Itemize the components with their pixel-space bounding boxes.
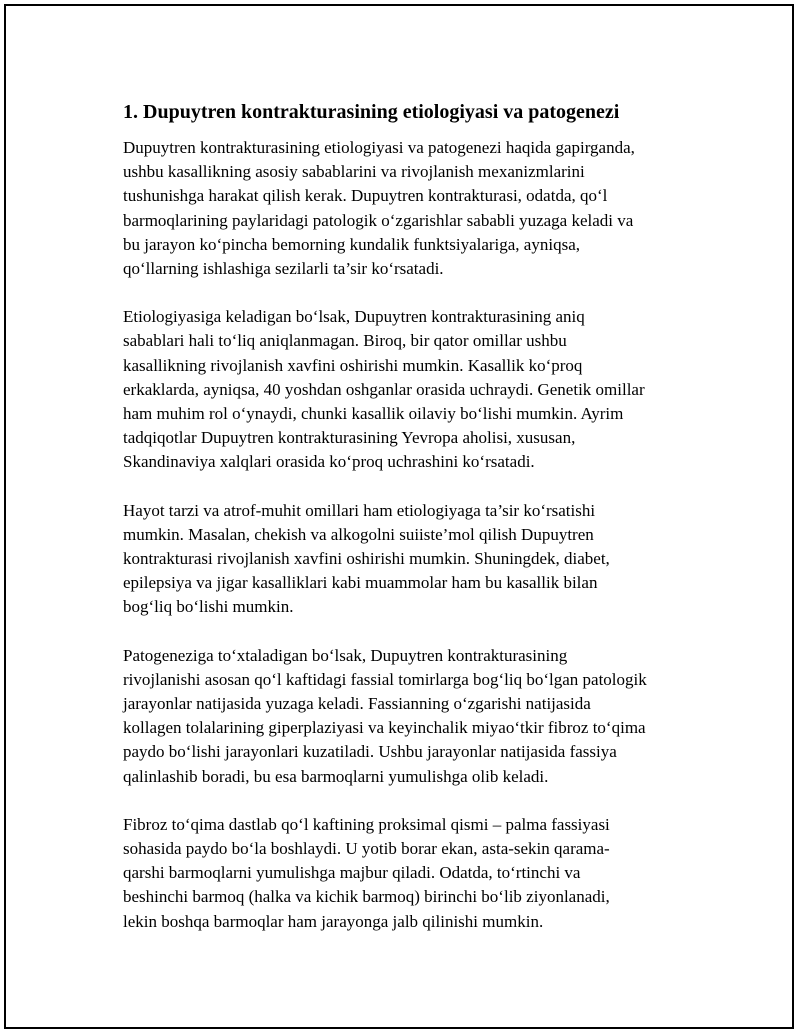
paragraph-line: sabablari hali to‘liq aniqlanmagan. Biroq, bir qator omillar ushbu bbox=[123, 331, 567, 351]
paragraph bbox=[123, 499, 703, 620]
paragraph bbox=[123, 305, 703, 474]
document-body bbox=[123, 98, 703, 958]
paragraph-line: Skandinaviya xalqlari orasida ko‘proq uchrashini ko‘rsatadi. bbox=[123, 452, 535, 472]
paragraph-line: Etiologiyasiga keladigan bo‘lsak, Dupuytren kontrakturasining aniq bbox=[123, 307, 585, 327]
paragraph-line: tadqiqotlar Dupuytren kontrakturasining Yevropa aholisi, xususan, bbox=[123, 428, 576, 448]
page-frame bbox=[4, 4, 794, 1029]
paragraph-line: bog‘liq bo‘lishi mumkin. bbox=[123, 597, 294, 617]
section-heading: 1. Dupuytren kontrakturasining etiologiyasi va patogenezi bbox=[123, 101, 620, 123]
paragraph-line: qo‘llarning ishlashiga sezilarli ta’sir ko‘rsatadi. bbox=[123, 259, 444, 279]
paragraph-line: ushbu kasallikning asosiy sabablarini va rivojlanish mexanizmlarini bbox=[123, 162, 585, 182]
paragraph-line: paydo bo‘lishi jarayonlari kuzatiladi. Ushbu jarayonlar natijasida fassiya bbox=[123, 742, 617, 762]
paragraph-line: kasallikning rivojlanish xavfini oshirishi mumkin. Kasallik ko‘proq bbox=[123, 355, 583, 375]
paragraph-line: bu jarayon ko‘pincha bemorning kundalik funktsiyalariga, ayniqsa, bbox=[123, 234, 580, 254]
paragraph-line: erkaklarda, ayniqsa, 40 yoshdan oshganlar orasida uchraydi. Genetik omillar bbox=[123, 379, 645, 399]
paragraph-line: kollagen tolalarining giperplaziyasi va keyinchalik miyao‘tkir fibroz to‘qima bbox=[123, 718, 646, 738]
paragraph-line: kontrakturasi rivojlanish xavfini oshirishi mumkin. Shuningdek, diabet, bbox=[123, 549, 610, 569]
paragraph-line: mumkin. Masalan, chekish va alkogolni suiiste’mol qilish Dupuytren bbox=[123, 524, 594, 544]
paragraph-line: Patogeneziga to‘xtaladigan bo‘lsak, Dupuytren kontrakturasining bbox=[123, 645, 568, 665]
paragraph bbox=[123, 644, 703, 789]
paragraph-list bbox=[123, 136, 703, 934]
paragraph-line: Fibroz to‘qima dastlab qo‘l kaftining proksimal qismi – palma fassiyasi bbox=[123, 814, 610, 834]
paragraph-line: rivojlanishi asosan qo‘l kaftidagi fassial tomirlarga bog‘liq bo‘lgan patologik bbox=[123, 669, 647, 689]
paragraph-line: tushunishga harakat qilish kerak. Dupuytren kontrakturasi, odatda, qo‘l bbox=[123, 186, 608, 206]
paragraph-line: Hayot tarzi va atrof-muhit omillari ham etiologiyaga ta’sir ko‘rsatishi bbox=[123, 500, 596, 520]
paragraph-line: qalinlashib boradi, bu esa barmoqlarni yumulishga olib keladi. bbox=[123, 766, 549, 786]
paragraph bbox=[123, 136, 703, 281]
paragraph-line: epilepsiya va jigar kasalliklari kabi muammolar ham bu kasallik bilan bbox=[123, 573, 598, 593]
paragraph-line: ham muhim rol o‘ynaydi, chunki kasallik oilaviy bo‘lishi mumkin. Ayrim bbox=[123, 404, 624, 424]
paragraph-line: qarshi barmoqlarni yumulishga majbur qiladi. Odatda, to‘rtinchi va bbox=[123, 863, 581, 883]
paragraph-line: barmoqlarining paylaridagi patologik o‘zgarishlar sababli yuzaga keladi va bbox=[123, 210, 634, 230]
paragraph bbox=[123, 813, 703, 934]
paragraph-line: jarayonlar natijasida yuzaga keladi. Fassianning o‘zgarishi natijasida bbox=[123, 694, 591, 714]
paragraph-line: lekin boshqa barmoqlar ham jarayonga jalb qilinishi mumkin. bbox=[123, 911, 544, 931]
paragraph-line: sohasida paydo bo‘la boshlaydi. U yotib borar ekan, asta-sekin qarama- bbox=[123, 839, 610, 859]
paragraph-line: beshinchi barmoq (halka va kichik barmoq) birinchi bo‘lib ziyonlanadi, bbox=[123, 887, 610, 907]
paragraph-line: Dupuytren kontrakturasining etiologiyasi va patogenezi haqida gapirganda, bbox=[123, 138, 635, 157]
